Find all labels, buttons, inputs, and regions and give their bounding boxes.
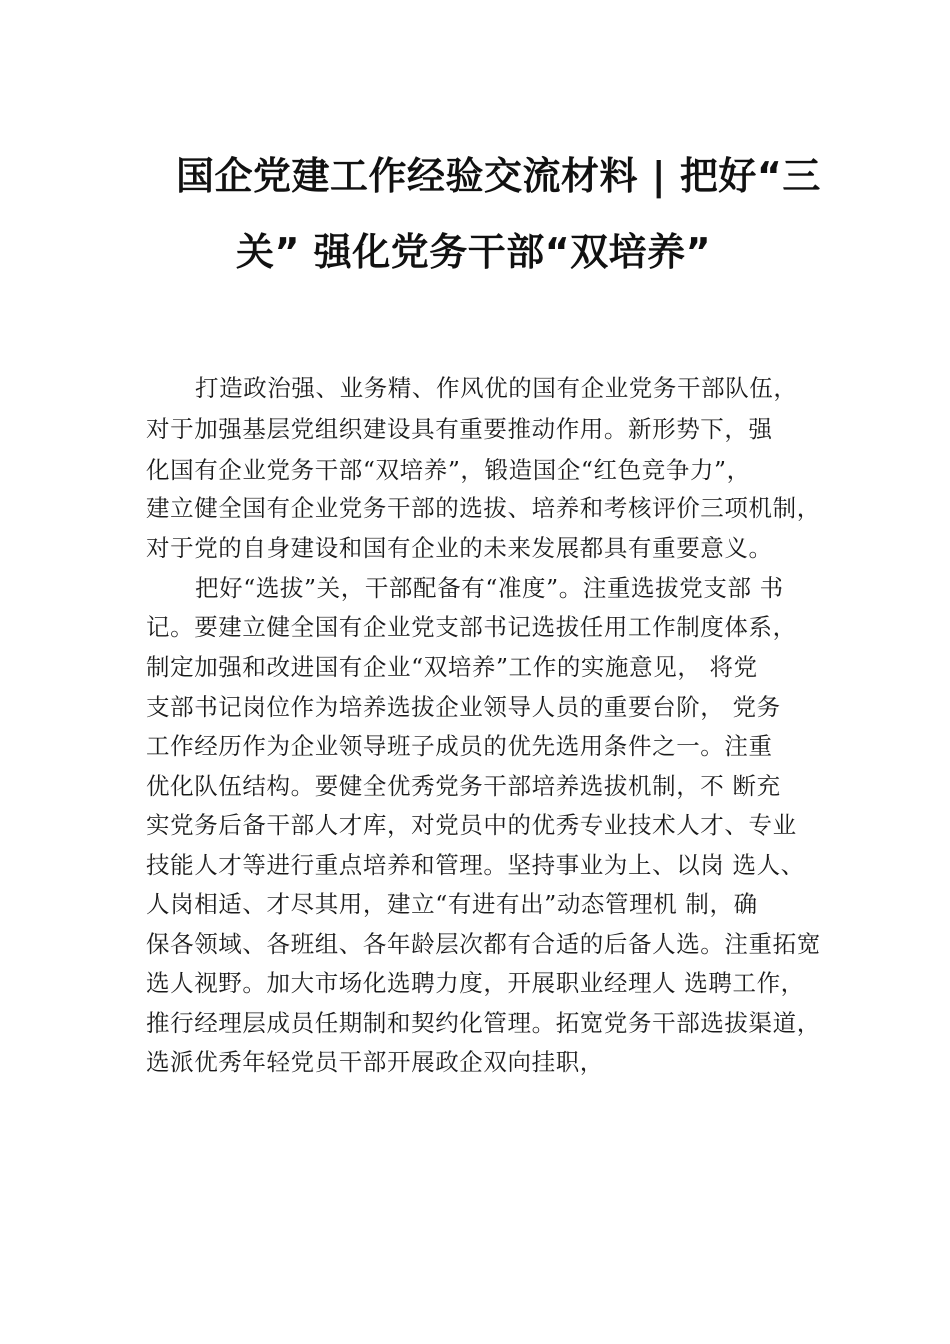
body-line: 推行经理层成员任期制和契约化管理。拓宽党务干部选拔渠道， [146,1009,821,1037]
document-title-line-2: 关” 强化党务干部“双培养” [236,230,712,274]
body-line: 建立健全国有企业党务干部的选拔、培养和考核评价三项机制， [146,494,821,522]
body-line: 技能人才等进行重点培养和管理。坚持事业为上、以岗 选人、 [146,851,805,879]
body-line: 制定加强和改进国有企业“双培养”工作的实施意见， 将党 [146,653,758,681]
body-line: 记。要建立健全国有企业党支部书记选拔任用工作制度体系， [146,613,797,641]
body-line: 优化队伍结构。要健全优秀党务干部培养选拔机制，不 断充 [146,772,781,800]
body-line: 支部书记岗位作为培养选拔企业领导人员的重要台阶， 党务 [146,693,781,721]
body-line: 工作经历作为企业领导班子成员的优先选用条件之一。注重 [146,732,773,760]
body-line: 实党务后备干部人才库，对党员中的优秀专业技术人才、专业 [146,811,797,839]
body-line: 保各领域、各班组、各年龄层次都有合适的后备人选。注重拓宽 [146,930,821,958]
body-line: 对于党的自身建设和国有企业的未来发展都具有重要意义。 [146,534,773,562]
body-line: 化国有企业党务干部“双培养”，锻造国企“红色竞争力”， [146,456,751,484]
body-line: 对于加强基层党组织建设具有重要推动作用。新形势下，强 [146,415,773,443]
body-line: 把好“选拔”关，干部配备有“准度”。注重选拔党支部 书 [195,574,784,602]
body-line: 打造政治强、业务精、作风优的国有企业党务干部队伍， [195,374,798,402]
body-line: 选派优秀年轻党员干部开展政企双向挂职， [146,1048,604,1076]
document-title-line-1: 国企党建工作经验交流材料 | 把好“三 [176,154,821,198]
body-line: 选人视野。加大市场化选聘力度，开展职业经理人 选聘工作， [146,969,805,997]
body-line: 人岗相适、才尽其用，建立“有进有出”动态管理机 制，确 [146,890,758,918]
